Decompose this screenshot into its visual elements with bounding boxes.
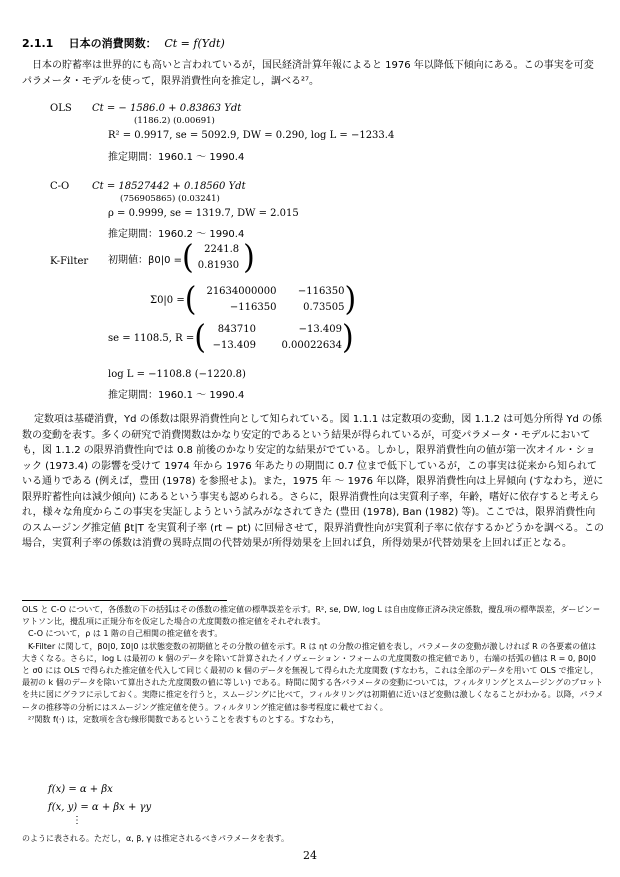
R-cell: 843710 (217, 324, 256, 335)
beta0-entry: 2241.8 (204, 244, 240, 255)
section-formula: Ct = f(Ydt) (164, 37, 225, 50)
kfilter-label: K-Filter (50, 256, 89, 267)
footnote-block (22, 604, 604, 726)
co-equation: Ct = 18527442 + 0.18560 Ydt (92, 181, 246, 192)
co-label: C-O (50, 181, 70, 192)
sigma-cell: −116350 (297, 286, 345, 297)
R-cell: −13.409 (298, 324, 342, 335)
kfilter-loglik: log L = −1108.8 (−1220.8) (108, 369, 246, 380)
co-statistics: ρ = 0.9999, se = 1319.7, DW = 2.015 (108, 208, 299, 219)
co-standard-errors: (756905865) (0.03241) (120, 194, 220, 204)
sigma-cell: 0.73505 (303, 302, 345, 313)
footnote-line: ²⁷関数 f(·) は，定数項を含む線形関数であるということを表すものとする。すなわち， (28, 714, 340, 724)
footnote-line: OLS と C-O について，各係数の下の括弧はその係数の推定値の標準誤差を示す。R², se, DW, log L は自由度修正済み決定係数，攪乱項の標準誤差，ダービン＝ワトソン比，攪乱項に正規分布を仮定した場合の尤度関数の推定値をそれぞれ表す。 (22, 605, 601, 627)
footnote-rule (22, 600, 227, 601)
sigma-label: Σ0|0 = (150, 294, 185, 306)
footnote-vdots: ⋮ (72, 815, 82, 826)
ols-period: 推定期間：1960.1 ～ 1990.4 (108, 152, 245, 163)
ols-statistics: R² = 0.9917, se = 5092.9, DW = 0.290, log L = −1233.4 (108, 130, 395, 141)
footnote-closing: のように表される。ただし，α, β, γ は推定されるべきパラメータを表す。 (22, 834, 289, 843)
kfilter-initial-beta: 初期値：β0|0 = ( 2241.8 0.81930 ) (108, 238, 255, 277)
R-matrix (206, 322, 342, 354)
sigma-cell: −116350 (229, 302, 277, 313)
section-heading (22, 35, 225, 51)
footnote-equation: f(x) = α + βx (48, 784, 113, 795)
R-cell: −13.409 (212, 340, 256, 351)
beta0-vector (194, 242, 243, 274)
ols-label: OLS (50, 103, 72, 114)
ols-equation: Ct = − 1586.0 + 0.83863 Ydt (92, 103, 242, 114)
footnote-line: C-O について，ρ は 1 階の自己相関の推定値を表す。 (28, 629, 223, 639)
main-paragraph: 定数項は基礎消費，Yd の係数は限界消費性向として知られている。図 1.1.1 は定数項の変動，図 1.1.2 は可処分所得 Yd の係数の変動を表す。多くの研究で消費関数はかなり安定的であるという結果が得られているが，可変パラメータ・モデルにおいても，図 1.1.2 の限界消費性向では 0.8 前後のかなり安定的な結果がでている。しかし，限界消費性向の値が第一次オイル・ショック (1973.4) の影響を受けて 1974 年から 1976 年あたりの期間に 0.7 位まで低下しているが，この事実は従来から知られている通りである (例えば，豊田 (1978) を参照せよ)。また，1975 年 ～ 1976 年以降，限界消費性向は上昇傾向 (すなわち，逆に限界貯蓄性向は減少傾向) にあるという事実も認められる。さらに，限界消費性向は実質利子率，年齢，嗜好に依存すると考えられ，様々な角度からこの事実を実証しようという試みがなされてきた (豊田 (1978), Ban (1982) 等)。ここでは，限界消費性向のスムージング推定値 βt|T を実質利子率 (rt − pt) に回帰させて，限界消費性向が実質利子率に依存するかどうかを調べる。この場合，実質利子率の係数は消費の異時点間の代替効果が所得効果を上回れば負，所得効果が代替効果を上回れば正となる。 (22, 414, 604, 549)
kfilter-sigma: Σ0|0 = ( 21634000000 −116350 −116350 0.73505 ) (150, 280, 357, 319)
R-cell: 0.00022634 (281, 340, 342, 351)
section-title: 日本の消費関数： (68, 37, 157, 50)
ols-standard-errors: (1186.2) (0.00691) (134, 116, 215, 126)
page-number: 24 (303, 849, 317, 862)
section-number: 2.1.1 (22, 37, 54, 50)
sigma-cell: 21634000000 (206, 286, 277, 297)
kfilter-period: 推定期間：1960.1 ～ 1990.4 (108, 390, 245, 401)
beta0-entry: 0.81930 (197, 260, 240, 271)
footnote-equation: f(x, y) = α + βx + γy (48, 802, 152, 813)
sigma-matrix (196, 284, 344, 316)
co-period: 推定期間：1960.2 ～ 1990.4 (108, 229, 245, 240)
kfilter-R: se = 1108.5, R = ( 843710 −13.409 −13.409 0.00022634 ) (108, 318, 354, 357)
intro-paragraph: 日本の貯蓄率は世界的にも高いと言われているが，国民経済計算年報によると 1976 年以降低下傾向にある。この事実を可変パラメータ・モデルを使って，限界消費性向を推定し，調べる²⁷。 (22, 60, 594, 87)
footnote-line: K-Filter に関して，β0|0, Σ0|0 は状態変数の初期値とその分散の値を示す。R は ηt の分散の推定値を表し，パラメータの変動が激しければ R の各要素の値は大きくなる。さらに，log L は最初の k 個のデータを除いて計算されたイノヴェーション・フォームの尤度関数の推定値であり，右端の括弧の値は R = 0, β0|0 と σ0 には OLS で得られた推定値を代入して同じく最初の k 個のデータを無視して得られた尤度関数 (すなわち，これは全部のデータを用いて OLS で推定し，最初の k 個のデータを除いて算出された尤度関数の値に等しい) である。時間に関する各パラメータの変動については，フィルタリングとスムージングのプロットを共に図にグラフに示しておく。実際に推定を行うと，スムージングに比べて，フィルタリングは初期値に近いほど変動は激しくなることがわかる。以降，パラメータの推移等の分析にはスムージング推定値を使う。フィルタリング推定値は参考程度に載せておく。 (22, 641, 604, 712)
R-label: se = 1108.5, R = (108, 332, 195, 344)
kfilter-initial-label: 初期値：β0|0 = (108, 254, 183, 266)
